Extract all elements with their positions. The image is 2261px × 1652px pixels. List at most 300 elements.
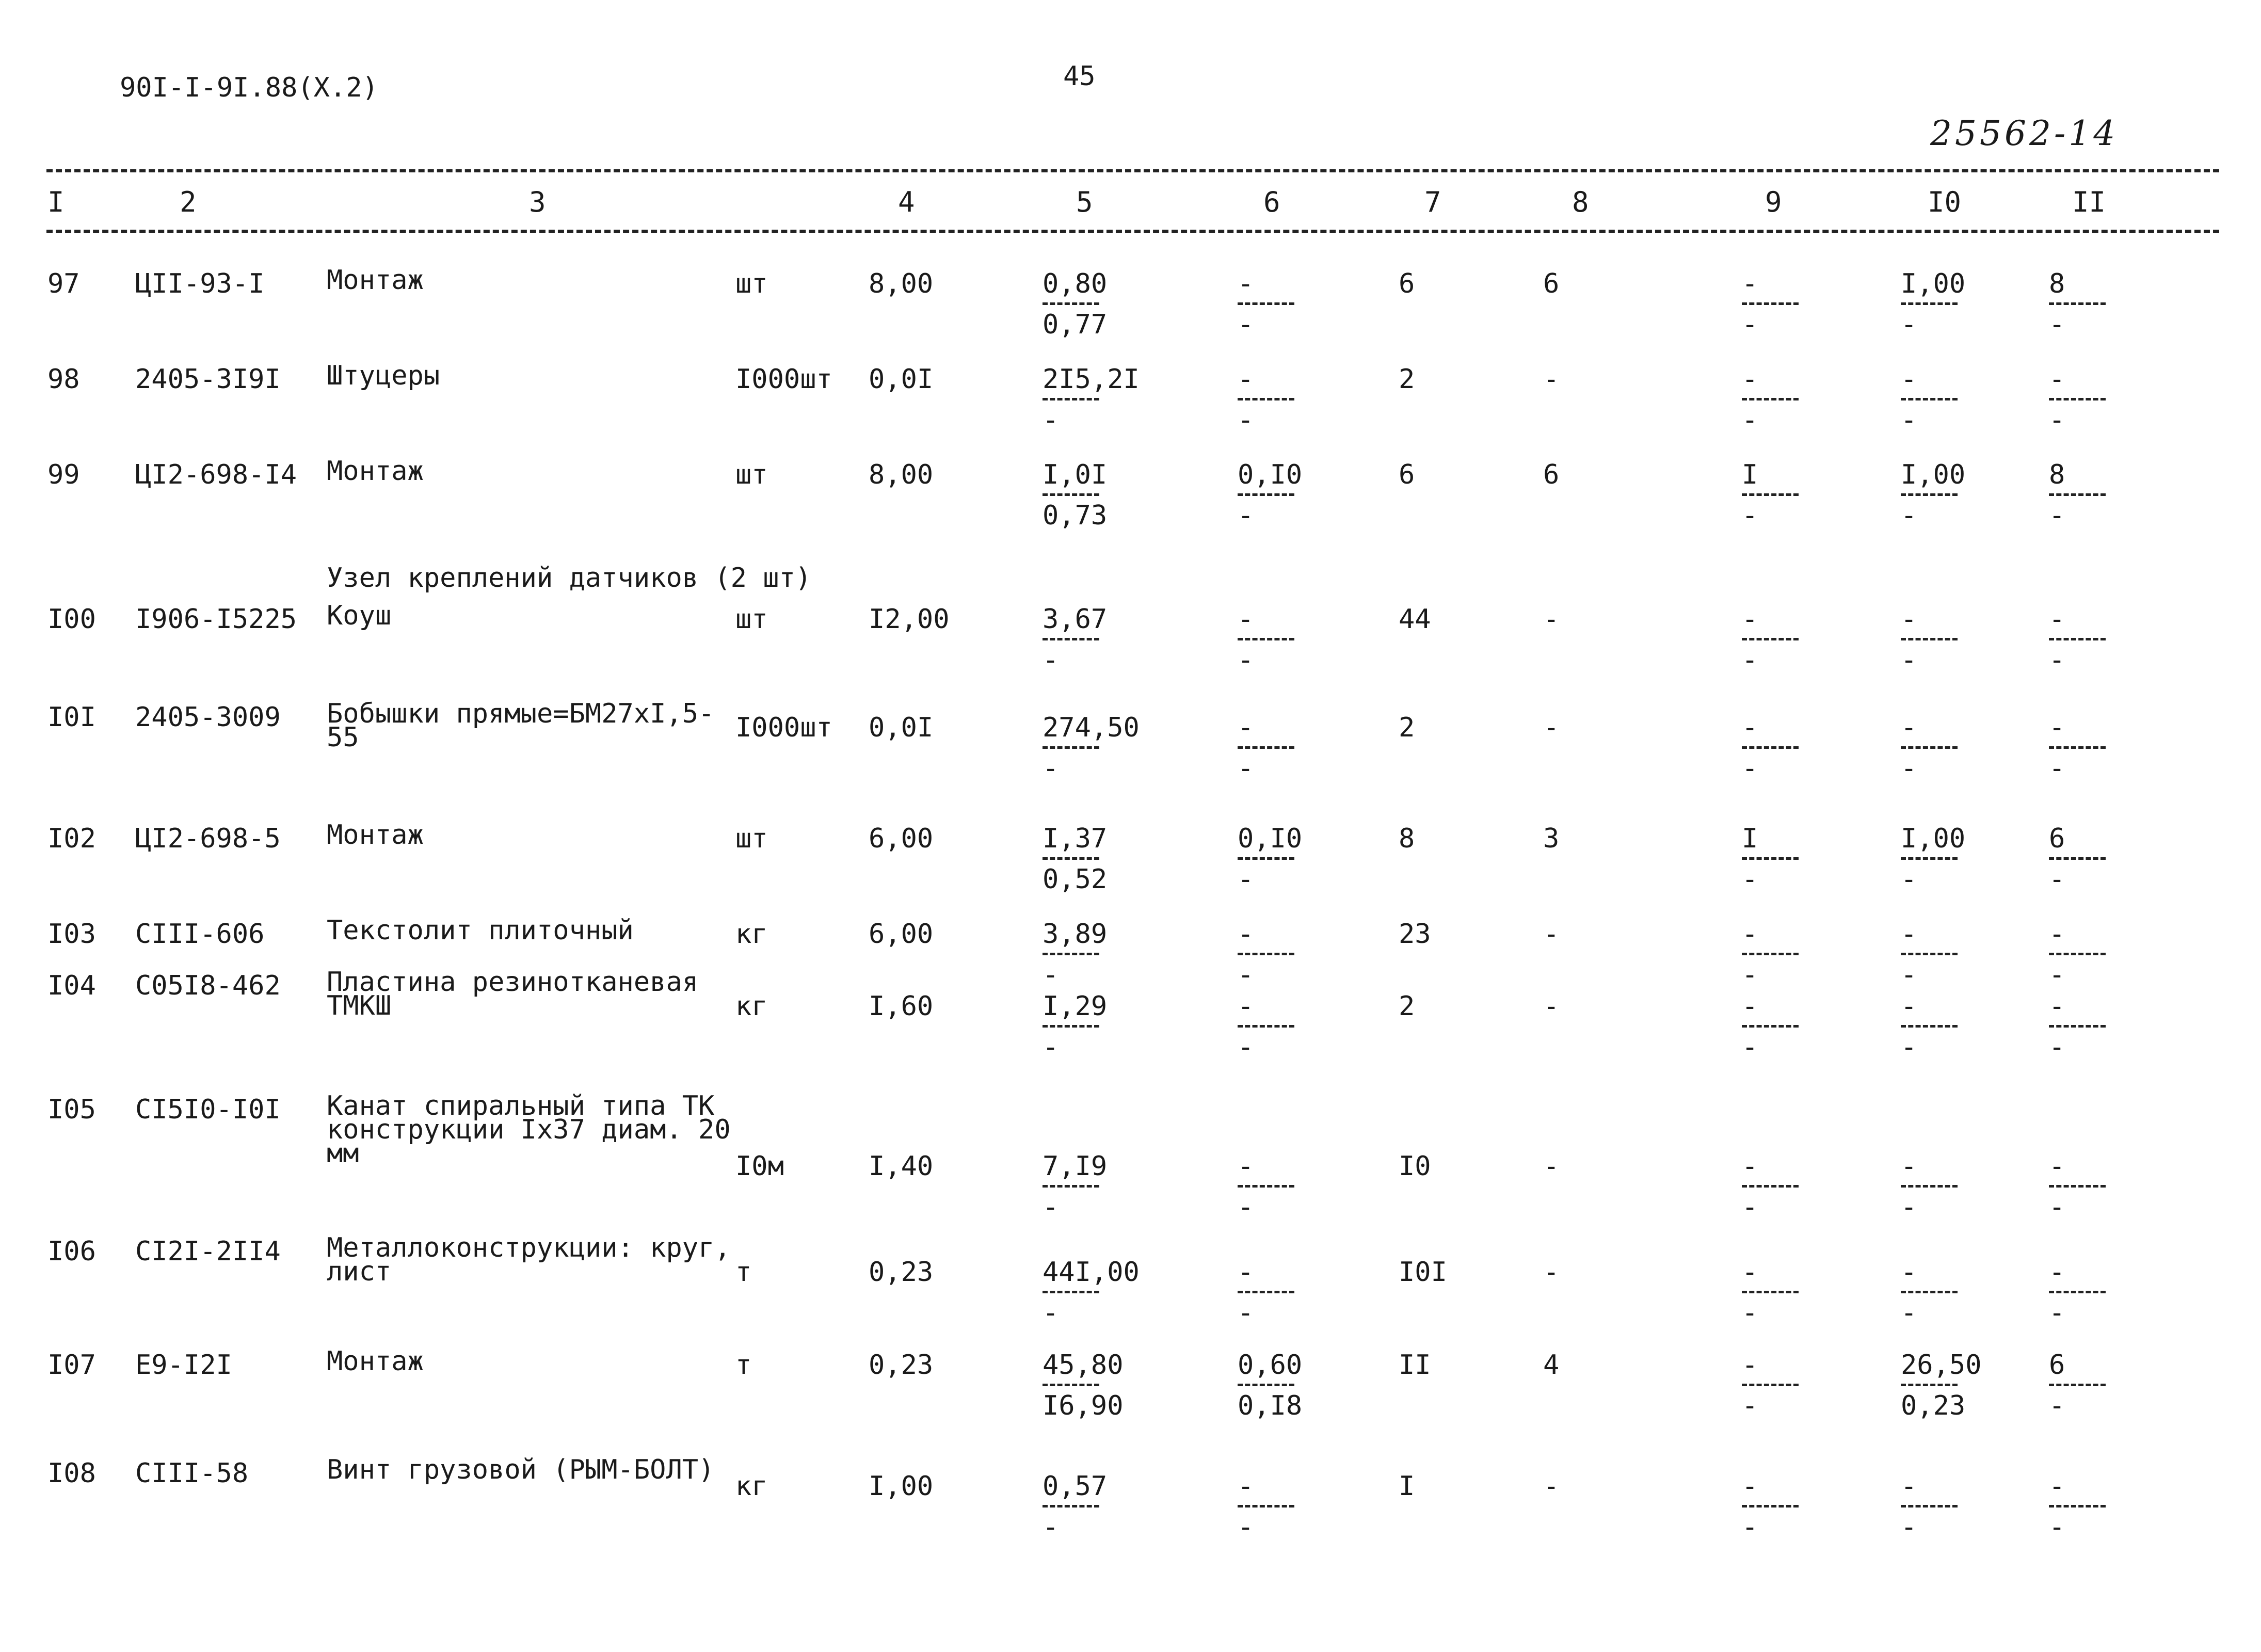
fraction-numerator: -	[2049, 712, 2065, 743]
fraction-denominator: -	[1901, 959, 1917, 990]
fraction-denominator: -	[1742, 1032, 1758, 1063]
fraction-numerator: 0,I0	[1238, 459, 1303, 490]
unit: кг	[735, 919, 768, 950]
fraction-c11	[2049, 268, 2106, 340]
value-c7: I	[1399, 1471, 1415, 1502]
fraction-c5	[1043, 1257, 1140, 1328]
fraction-c11	[2049, 712, 2106, 784]
fraction-c10	[1901, 604, 1958, 676]
fraction-c6	[1238, 823, 1302, 895]
fraction-c11	[2049, 991, 2106, 1063]
fraction-bar	[1043, 302, 1099, 305]
value-c7: 2	[1399, 712, 1415, 743]
fraction-bar	[1238, 398, 1294, 400]
fraction-denominator: -	[2049, 1192, 2065, 1223]
fraction-bar	[2049, 953, 2106, 955]
resource-name: Коуш	[327, 600, 392, 631]
fraction-bar	[1043, 1291, 1099, 1293]
fraction-c11	[2049, 823, 2106, 895]
fraction-denominator: -	[1238, 1512, 1254, 1543]
fraction-denominator: -	[1043, 1297, 1059, 1328]
resource-name: Монтаж	[327, 265, 424, 296]
fraction-c10	[1901, 919, 1958, 990]
fraction-c5	[1043, 919, 1107, 990]
fraction-bar	[1238, 493, 1294, 496]
fraction-numerator: 8	[2049, 459, 2065, 490]
fraction-numerator: 3,67	[1043, 604, 1108, 635]
fraction-c11	[2049, 364, 2106, 436]
fraction-c9	[1742, 1471, 1799, 1543]
value-c8: 6	[1543, 268, 1560, 299]
value-c8: -	[1543, 1151, 1560, 1182]
fraction-bar	[2049, 1291, 2106, 1293]
row-number: I06	[47, 1236, 96, 1267]
fraction-c10	[1901, 1257, 1958, 1328]
fraction-denominator: -	[1238, 1192, 1254, 1223]
fraction-denominator: 0,77	[1043, 309, 1108, 340]
document-code: 90I-I-9I.88(X.2)	[120, 72, 378, 103]
value-c7: 6	[1399, 268, 1415, 299]
value-c7: I0I	[1399, 1257, 1447, 1288]
fraction-denominator: -	[1238, 959, 1254, 990]
fraction-c6	[1238, 712, 1294, 784]
fraction-denominator: -	[1742, 1512, 1758, 1543]
row-number: I08	[47, 1458, 96, 1489]
fraction-bar	[1742, 1505, 1799, 1507]
fraction-denominator: -	[1238, 753, 1254, 784]
column-header: 9	[1765, 186, 1782, 218]
fraction-numerator: 44I,00	[1043, 1257, 1140, 1288]
fraction-bar	[1238, 1185, 1294, 1188]
quantity: I,00	[869, 1471, 934, 1502]
value-c7: 23	[1399, 919, 1431, 950]
column-header: 4	[898, 186, 915, 218]
unit: I000шт	[735, 364, 832, 395]
fraction-numerator: -	[1238, 1151, 1254, 1182]
fraction-denominator: -	[1043, 1032, 1059, 1063]
fraction-c6	[1238, 919, 1294, 990]
fraction-denominator: -	[1043, 959, 1059, 990]
fraction-bar	[1043, 857, 1099, 860]
fraction-c6	[1238, 1151, 1294, 1223]
resource-code: CI2I-2II4	[135, 1236, 281, 1267]
resource-code: I906-I5225	[135, 604, 297, 635]
resource-code: C05I8-462	[135, 970, 281, 1001]
fraction-numerator: -	[2049, 919, 2065, 950]
fraction-numerator: -	[1238, 364, 1254, 395]
fraction-bar	[1742, 493, 1799, 496]
fraction-c9	[1742, 364, 1799, 436]
fraction-denominator: 0,23	[1901, 1390, 1966, 1421]
fraction-bar	[1238, 1384, 1294, 1386]
fraction-bar	[1742, 638, 1799, 640]
fraction-denominator: -	[1238, 645, 1254, 676]
fraction-denominator: -	[1238, 309, 1254, 340]
fraction-bar	[1238, 1291, 1294, 1293]
fraction-bar	[2049, 1384, 2106, 1386]
unit: кг	[735, 1471, 768, 1502]
fraction-numerator: -	[1742, 268, 1758, 299]
fraction-numerator: -	[2049, 1257, 2065, 1288]
fraction-denominator: -	[1901, 864, 1917, 895]
fraction-bar	[1043, 1185, 1099, 1188]
fraction-c9	[1742, 1350, 1799, 1421]
fraction-c11	[2049, 1151, 2106, 1223]
fraction-numerator: -	[1742, 1471, 1758, 1502]
fraction-numerator: -	[1742, 991, 1758, 1022]
fraction-bar	[1043, 493, 1099, 496]
unit: т	[735, 1257, 752, 1288]
fraction-c10	[1901, 268, 1965, 340]
fraction-c9	[1742, 1257, 1799, 1328]
fraction-denominator: -	[2049, 959, 2065, 990]
value-c7: II	[1399, 1350, 1431, 1381]
resource-name: Монтаж	[327, 1346, 424, 1377]
fraction-denominator: -	[2049, 864, 2065, 895]
fraction-bar	[2049, 746, 2106, 749]
fraction-numerator: I,0I	[1043, 459, 1108, 490]
fraction-bar	[1901, 493, 1958, 496]
row-number: I05	[47, 1094, 96, 1125]
fraction-c9	[1742, 991, 1799, 1063]
quantity: 8,00	[869, 268, 934, 299]
resource-code: CIII-58	[135, 1458, 249, 1489]
fraction-bar	[2049, 638, 2106, 640]
resource-name: Металлоконструкции: круг, лист	[327, 1232, 731, 1287]
fraction-c6	[1238, 364, 1294, 436]
fraction-numerator: -	[1238, 1257, 1254, 1288]
fraction-denominator: -	[1901, 753, 1917, 784]
resource-name: Пластина резинотканевая ТМКШ	[327, 967, 699, 1021]
fraction-denominator: -	[1742, 1390, 1758, 1421]
fraction-c6	[1238, 268, 1294, 340]
fraction-denominator: -	[2049, 405, 2065, 436]
fraction-numerator: -	[1742, 604, 1758, 635]
fraction-denominator: 0,I8	[1238, 1390, 1303, 1421]
fraction-c10	[1901, 459, 1965, 531]
fraction-denominator: -	[1043, 645, 1059, 676]
fraction-denominator: -	[1238, 1032, 1254, 1063]
fraction-numerator: -	[1901, 604, 1917, 635]
fraction-bar	[1043, 953, 1099, 955]
sheet-code: 25562-14	[1930, 114, 2119, 153]
value-c7: I0	[1399, 1151, 1431, 1182]
fraction-bar	[1901, 1384, 1958, 1386]
fraction-c5	[1043, 1471, 1107, 1543]
fraction-c11	[2049, 604, 2106, 676]
resource-code: ЦI2-698-5	[135, 823, 281, 854]
fraction-c9	[1742, 712, 1799, 784]
resource-name: Текстолит плиточный	[327, 915, 634, 946]
fraction-numerator: -	[1238, 919, 1254, 950]
fraction-bar	[1238, 953, 1294, 955]
fraction-numerator: 6	[2049, 1350, 2065, 1381]
fraction-denominator: -	[2049, 1390, 2065, 1421]
fraction-denominator: -	[2049, 1297, 2065, 1328]
fraction-denominator: -	[1901, 309, 1917, 340]
fraction-c5	[1043, 604, 1107, 676]
fraction-bar	[1043, 1025, 1099, 1028]
column-header: 3	[529, 186, 546, 218]
fraction-c9	[1742, 1151, 1799, 1223]
fraction-denominator: -	[1901, 1032, 1917, 1063]
fraction-numerator: -	[2049, 604, 2065, 635]
fraction-c5	[1043, 991, 1107, 1063]
fraction-numerator: 2I5,2I	[1043, 364, 1140, 395]
fraction-bar	[1742, 398, 1799, 400]
fraction-denominator: -	[1901, 1297, 1917, 1328]
fraction-c5	[1043, 1350, 1124, 1421]
fraction-c11	[2049, 1257, 2106, 1328]
quantity: 6,00	[869, 919, 934, 950]
fraction-bar	[1901, 857, 1958, 860]
value-c8: -	[1543, 919, 1560, 950]
fraction-bar	[1901, 1025, 1958, 1028]
fraction-denominator: -	[1742, 1297, 1758, 1328]
fraction-bar	[1901, 1291, 1958, 1293]
fraction-bar	[2049, 1025, 2106, 1028]
fraction-bar	[1901, 746, 1958, 749]
fraction-numerator: 26,50	[1901, 1350, 1982, 1381]
unit: I000шт	[735, 712, 832, 743]
row-number: I04	[47, 970, 96, 1001]
fraction-c6	[1238, 604, 1294, 676]
fraction-bar	[1742, 1025, 1799, 1028]
fraction-bar	[1238, 638, 1294, 640]
row-number: I07	[47, 1350, 96, 1381]
section-title: Узел креплений датчиков (2 шт)	[327, 563, 812, 594]
fraction-c5	[1043, 268, 1107, 340]
fraction-numerator: -	[1238, 268, 1254, 299]
fraction-denominator: -	[1742, 959, 1758, 990]
fraction-denominator: -	[2049, 500, 2065, 531]
fraction-c11	[2049, 459, 2106, 531]
fraction-denominator: -	[2049, 753, 2065, 784]
resource-code: E9-I2I	[135, 1350, 232, 1381]
row-number: I0I	[47, 702, 96, 733]
fraction-numerator: -	[1742, 712, 1758, 743]
fraction-c10	[1901, 991, 1958, 1063]
unit: шт	[735, 823, 768, 854]
fraction-denominator: -	[1742, 864, 1758, 895]
fraction-numerator: -	[2049, 364, 2065, 395]
fraction-bar	[1043, 638, 1099, 640]
value-c8: -	[1543, 1471, 1560, 1502]
fraction-bar	[2049, 857, 2106, 860]
resource-code: CI5I0-I0I	[135, 1094, 281, 1125]
unit: I0м	[735, 1151, 784, 1182]
fraction-numerator: -	[1901, 991, 1917, 1022]
fraction-numerator: I,37	[1043, 823, 1108, 854]
column-header: II	[2072, 186, 2106, 218]
fraction-bar	[1901, 638, 1958, 640]
fraction-numerator: I,29	[1043, 991, 1108, 1022]
fraction-numerator: -	[1742, 1350, 1758, 1381]
fraction-c10	[1901, 364, 1958, 436]
fraction-bar	[1043, 1384, 1099, 1386]
row-number: 99	[47, 459, 80, 490]
fraction-bar	[2049, 398, 2106, 400]
fraction-numerator: -	[1238, 712, 1254, 743]
fraction-bar	[1238, 746, 1294, 749]
value-c8: -	[1543, 364, 1560, 395]
resource-code: ЦII-93-I	[135, 268, 265, 299]
quantity: 0,0I	[869, 364, 934, 395]
quantity: 0,23	[869, 1350, 934, 1381]
fraction-bar	[1043, 746, 1099, 749]
fraction-numerator: -	[2049, 1151, 2065, 1182]
fraction-numerator: I,00	[1901, 459, 1966, 490]
fraction-denominator: -	[1742, 1192, 1758, 1223]
fraction-denominator: -	[2049, 645, 2065, 676]
value-c7: 2	[1399, 991, 1415, 1022]
fraction-numerator: 6	[2049, 823, 2065, 854]
fraction-numerator: -	[1742, 1151, 1758, 1182]
value-c7: 2	[1399, 364, 1415, 395]
column-header: 5	[1076, 186, 1093, 218]
unit: кг	[735, 991, 768, 1022]
fraction-c5	[1043, 459, 1107, 531]
fraction-c6	[1238, 1350, 1302, 1421]
fraction-denominator: -	[1901, 645, 1917, 676]
fraction-bar	[1742, 1291, 1799, 1293]
fraction-c6	[1238, 459, 1302, 531]
fraction-c10	[1901, 1151, 1958, 1223]
column-header: 6	[1263, 186, 1280, 218]
resource-name: Винт грузовой (РЫМ-БОЛТ)	[327, 1454, 715, 1485]
resource-name: Монтаж	[327, 456, 424, 487]
fraction-numerator: -	[1901, 1151, 1917, 1182]
fraction-numerator: -	[1742, 1257, 1758, 1288]
fraction-bar	[1742, 302, 1799, 305]
row-number: I02	[47, 823, 96, 854]
fraction-c5	[1043, 823, 1107, 895]
quantity: 0,23	[869, 1257, 934, 1288]
fraction-denominator: -	[1742, 500, 1758, 531]
value-c8: 6	[1543, 459, 1560, 490]
row-number: I00	[47, 604, 96, 635]
resource-name: Монтаж	[327, 820, 424, 851]
fraction-numerator: -	[1238, 604, 1254, 635]
fraction-bar	[1901, 1505, 1958, 1507]
fraction-numerator: 0,80	[1043, 268, 1108, 299]
fraction-numerator: 0,I0	[1238, 823, 1303, 854]
fraction-bar	[2049, 1505, 2106, 1507]
fraction-numerator: 274,50	[1043, 712, 1140, 743]
fraction-numerator: -	[1238, 1471, 1254, 1502]
fraction-denominator: -	[2049, 1032, 2065, 1063]
fraction-c9	[1742, 823, 1799, 895]
fraction-numerator: -	[2049, 1471, 2065, 1502]
fraction-denominator: -	[1901, 500, 1917, 531]
column-header: I0	[1928, 186, 1962, 218]
fraction-bar	[1742, 1185, 1799, 1188]
fraction-denominator: -	[2049, 1512, 2065, 1543]
fraction-denominator: -	[1043, 1512, 1059, 1543]
fraction-c9	[1742, 268, 1799, 340]
column-header: 7	[1424, 186, 1441, 218]
column-header: 2	[180, 186, 197, 218]
fraction-numerator: 0,57	[1043, 1471, 1108, 1502]
header-rule-top	[46, 169, 2219, 172]
resource-name: Штуцеры	[327, 360, 440, 391]
row-number: 97	[47, 268, 80, 299]
fraction-c10	[1901, 712, 1958, 784]
fraction-bar	[2049, 1185, 2106, 1188]
unit: т	[735, 1350, 752, 1381]
fraction-numerator: -	[1901, 364, 1917, 395]
fraction-denominator: -	[1043, 1192, 1059, 1223]
resource-name: Бобышки прямые=БМ27хI,5-55	[327, 698, 715, 753]
fraction-numerator: 8	[2049, 268, 2065, 299]
fraction-bar	[1901, 302, 1958, 305]
value-c8: 4	[1543, 1350, 1560, 1381]
fraction-numerator: I,00	[1901, 268, 1966, 299]
fraction-numerator: I,00	[1901, 823, 1966, 854]
resource-code: 2405-3009	[135, 702, 281, 733]
fraction-bar	[2049, 493, 2106, 496]
quantity: I,60	[869, 991, 934, 1022]
fraction-numerator: -	[1742, 364, 1758, 395]
fraction-denominator: -	[1043, 753, 1059, 784]
fraction-numerator: -	[1742, 919, 1758, 950]
fraction-c5	[1043, 712, 1140, 784]
fraction-numerator: 45,80	[1043, 1350, 1124, 1381]
fraction-numerator: 0,60	[1238, 1350, 1303, 1381]
fraction-denominator: I6,90	[1043, 1390, 1124, 1421]
fraction-denominator: -	[1742, 405, 1758, 436]
fraction-c5	[1043, 1151, 1107, 1223]
unit: шт	[735, 459, 768, 490]
fraction-bar	[1901, 1185, 1958, 1188]
quantity: 6,00	[869, 823, 934, 854]
fraction-bar	[1901, 953, 1958, 955]
quantity: I2,00	[869, 604, 950, 635]
fraction-denominator: -	[1742, 753, 1758, 784]
fraction-c5	[1043, 364, 1140, 436]
column-header: 8	[1572, 186, 1589, 218]
fraction-c11	[2049, 1350, 2106, 1421]
page-number: 45	[1063, 61, 1096, 92]
fraction-denominator: -	[1043, 405, 1059, 436]
fraction-numerator: I	[1742, 459, 1758, 490]
fraction-bar	[1742, 953, 1799, 955]
value-c8: -	[1543, 991, 1560, 1022]
value-c8: -	[1543, 712, 1560, 743]
row-number: 98	[47, 364, 80, 395]
fraction-numerator: I	[1742, 823, 1758, 854]
resource-code: 2405-3I9I	[135, 364, 281, 395]
fraction-numerator: -	[2049, 991, 2065, 1022]
fraction-denominator: 0,73	[1043, 500, 1108, 531]
fraction-c9	[1742, 919, 1799, 990]
resource-code: CIII-606	[135, 919, 265, 950]
fraction-c10	[1901, 823, 1965, 895]
fraction-numerator: -	[1901, 1257, 1917, 1288]
value-c8: -	[1543, 604, 1560, 635]
fraction-c9	[1742, 604, 1799, 676]
fraction-bar	[1238, 302, 1294, 305]
value-c7: 6	[1399, 459, 1415, 490]
fraction-c6	[1238, 1471, 1294, 1543]
fraction-numerator: -	[1901, 1471, 1917, 1502]
fraction-bar	[1043, 1505, 1099, 1507]
fraction-denominator: -	[2049, 309, 2065, 340]
fraction-bar	[1238, 1505, 1294, 1507]
fraction-denominator: -	[1238, 500, 1254, 531]
fraction-c10	[1901, 1471, 1958, 1543]
fraction-bar	[1742, 1384, 1799, 1386]
